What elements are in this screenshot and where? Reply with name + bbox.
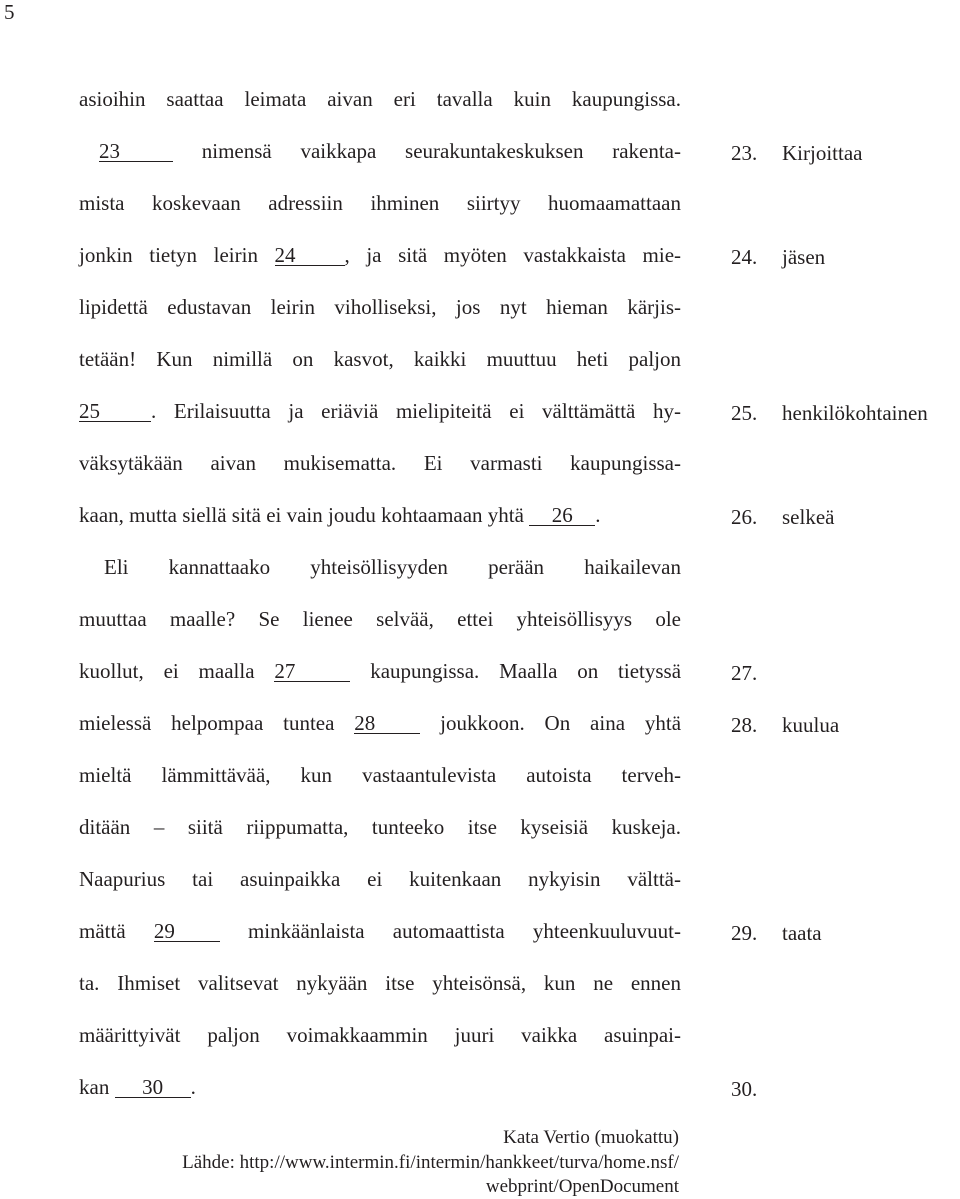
source-url-line1: Lähde: http://www.intermin.fi/intermin/hankkeet/turva/home.nsf/ xyxy=(182,1152,679,1173)
text-line: jonkin tietyn leirin 24 , ja sitä myöten vastakkaista mie- xyxy=(79,243,682,267)
text-line: 23 nimensä vaikkapa seurakuntakeskuksen rakenta- xyxy=(99,139,681,163)
text-line: mista koskevaan adressiin ihminen siirtyy huomaamattaan xyxy=(79,191,681,215)
blank-24: 24 xyxy=(275,245,345,266)
text-line: asioihin saattaa leimata aivan eri tavalla kuin kaupungissa. xyxy=(79,87,681,111)
answer-item: 29. taata xyxy=(731,921,822,945)
blank-30: 30 xyxy=(115,1077,191,1098)
text-line: tetään! Kun nimillä on kasvot, kaikki muuttuu heti paljon xyxy=(79,347,681,371)
text-line: ta. Ihmiset valitsevat nykyään itse yhteisönsä, kun ne ennen xyxy=(79,971,681,995)
answer-item: 30. xyxy=(731,1077,758,1101)
answer-item: 23. Kirjoittaa xyxy=(731,141,863,165)
answer-item: 25. henkilökohtainen xyxy=(731,401,928,425)
blank-26: 26 xyxy=(529,505,595,526)
page-number: 5 xyxy=(4,0,15,24)
text-line: Eli kannattaako yhteisöllisyyden perään haikailevan xyxy=(104,555,681,579)
text-line: kaan, mutta siellä sitä ei vain joudu kohtaamaan yhtä 26 . xyxy=(79,503,601,527)
answer-item: 28. kuulua xyxy=(731,713,840,737)
source-author: Kata Vertio (muokattu) xyxy=(503,1127,679,1148)
text-line: ditään – siitä riippumatta, tunteeko itse kyseisiä kuskeja. xyxy=(79,815,681,839)
text-line: väksytäkään aivan mukisematta. Ei varmasti kaupungissa- xyxy=(79,451,681,475)
blank-29: 29 xyxy=(154,921,220,942)
text-line: lipidettä edustavan leirin viholliseksi, jos nyt hieman kärjis- xyxy=(79,295,681,319)
answer-item: 24. jäsen xyxy=(731,245,826,269)
text-line: 25 . Erilaisuutta ja eriäviä mielipiteitä ei välttämättä hy- xyxy=(79,399,681,423)
text-line: Naapurius tai asuinpaikka ei kuitenkaan nykyisin välttä- xyxy=(79,867,681,891)
blank-25: 25 xyxy=(79,401,151,422)
text-line: mieltä lämmittävää, kun vastaantulevista autoista terveh- xyxy=(79,763,681,787)
blank-28: 28 xyxy=(354,713,420,734)
answer-item: 26. selkeä xyxy=(731,505,835,529)
blank-27: 27 xyxy=(274,661,350,682)
text-line: muuttaa maalle? Se lienee selvää, ettei yhteisöllisyys ole xyxy=(79,607,681,631)
text-line: mielessä helpompaa tuntea 28 joukkoon. On aina yhtä xyxy=(79,711,682,735)
text-line: kuollut, ei maalla 27 kaupungissa. Maalla on tietyssä xyxy=(79,659,682,683)
source-url-line2: webprint/OpenDocument xyxy=(485,1176,679,1197)
text-line: määrittyivät paljon voimakkaammin juuri vaikka asuinpai- xyxy=(79,1023,681,1047)
blank-23: 23 xyxy=(99,141,173,162)
text-line: kan 30 . xyxy=(79,1075,196,1099)
answer-item: 27. xyxy=(731,661,758,685)
text-line: mättä 29 minkäänlaista automaattista yhteenkuuluvuut- xyxy=(79,919,682,943)
